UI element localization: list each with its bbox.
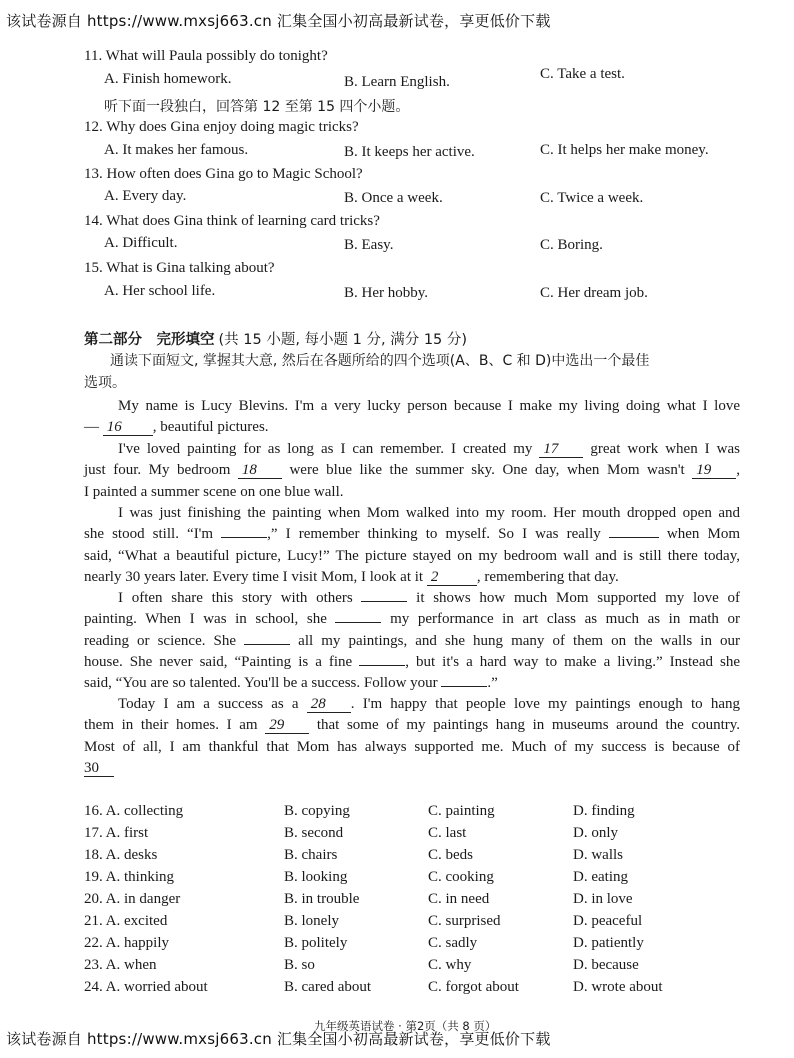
question-13-option-c: C. Twice a week.: [540, 190, 644, 206]
paragraph-line: [84, 439, 740, 460]
question-12-option-b: B. It keeps her active.: [344, 144, 475, 160]
blank-16: 16: [103, 419, 153, 436]
blank-28: 28: [307, 696, 351, 713]
paragraph-line: [84, 588, 740, 609]
bottom-watermark: 该试卷源自 https://www.mxsj663.cn 汇集全国小初高最新试卷，享更低价下载: [6, 1030, 551, 1048]
cloze-paragraph-2: [84, 439, 740, 503]
blank-20: [221, 537, 267, 538]
paragraph-line: [84, 673, 740, 694]
option-q16-c: C. painting: [428, 803, 495, 819]
paragraph-line: My name is Lucy Blevins. I'm a very lucky person because I make my living doing what I love: [118, 398, 740, 414]
blank-25: [244, 644, 290, 645]
option-q21-d: D. peaceful: [573, 913, 643, 929]
option-q16-a: 16. A. collecting: [84, 803, 184, 819]
listening-instruction: 听下面一段独白，回答第 12 至第 15 四个小题。: [104, 99, 410, 115]
text: , but it's a hard way to make a living.” Instead she: [405, 653, 741, 670]
paragraph-line: [84, 417, 740, 438]
text: painting. When I was in school, she: [84, 611, 327, 628]
blank-26: [359, 665, 405, 666]
paragraph-line: [84, 609, 740, 630]
question-11-option-a: A. Finish homework.: [104, 71, 232, 87]
text: just four. My bedroom: [84, 462, 231, 479]
text: all my paintings, and she hung many of them on the walls in our: [298, 632, 740, 649]
top-watermark: 该试卷源自 https://www.mxsj663.cn 汇集全国小初高最新试卷，享更低价下载: [6, 12, 551, 30]
option-q23-c: C. why: [428, 957, 472, 973]
paragraph-line: I painted a summer scene on one blue wall.: [84, 483, 344, 500]
text: I've loved painting for as long as I can remember. I created my: [118, 441, 533, 457]
text: I often share this story with others: [118, 590, 353, 606]
option-q22-b: B. politely: [284, 935, 348, 951]
paragraph-line: [84, 631, 740, 652]
blank-27: [441, 686, 487, 687]
text: nearly 30 years later. Every time I visit Mom, I look at it: [84, 568, 424, 585]
text: house. She never said, “Painting is a fine: [84, 653, 353, 670]
blank-24: [335, 622, 381, 623]
option-q23-b: B. so: [284, 957, 315, 973]
cloze-paragraph-4: [84, 588, 740, 694]
option-q17-d: D. only: [573, 825, 618, 841]
text: my performance in art class as much as in math or: [390, 611, 740, 628]
text: Today I am a success as a: [118, 696, 299, 712]
option-q20-c: C. in need: [428, 891, 490, 907]
option-q21-b: B. lonely: [284, 913, 339, 929]
option-q21-c: C. surprised: [428, 913, 501, 929]
option-q20-b: B. in trouble: [284, 891, 360, 907]
option-q18-d: D. walls: [573, 847, 623, 863]
option-q22-d: D. patiently: [573, 935, 644, 951]
cloze-section-title: 第二部分 完形填空: [84, 332, 215, 348]
text: it shows how much Mom supported my love of: [416, 590, 741, 606]
paragraph-line: I was just finishing the painting when Mom walked into my room. Her mouth dropped open and: [118, 505, 740, 521]
question-15-option-c: C. Her dream job.: [540, 285, 648, 301]
option-q22-a: 22. A. happily: [84, 935, 169, 951]
option-q19-d: D. eating: [573, 869, 628, 885]
question-13-stem: 13. How often does Gina go to Magic School?: [84, 166, 363, 182]
cloze-section-note: (共 15 小题, 每小题 1 分, 满分 15 分): [218, 332, 468, 348]
text: she stood still. “I'm: [84, 526, 214, 543]
blank-19: 19: [692, 462, 736, 479]
text: , beautiful pictures.: [152, 419, 269, 436]
option-q22-c: C. sadly: [428, 935, 478, 951]
option-q17-a: 17. A. first: [84, 825, 149, 841]
option-q20-a: 20. A. in danger: [84, 891, 181, 907]
question-13-option-b: B. Once a week.: [344, 190, 443, 206]
paragraph-line: [84, 694, 740, 715]
question-14-option-b: B. Easy.: [344, 237, 394, 253]
text: them in their homes. I am: [84, 717, 258, 734]
paragraph-line: [84, 715, 740, 736]
text: that some of my paintings hang in museums around the country.: [316, 717, 741, 734]
question-11-stem: 11. What will Paula possibly do tonight?: [84, 48, 328, 64]
question-15-stem: 15. What is Gina talking about?: [84, 260, 275, 276]
blank-21: [609, 537, 659, 538]
text: ,” I remember thinking to myself. So I was really: [267, 526, 601, 543]
option-q24-c: C. forgot about: [428, 979, 519, 995]
dash: —: [84, 419, 99, 436]
paragraph-line: said, “What a beautiful picture, Lucy!” The picture stayed on my bedroom wall and is still there today,: [84, 547, 740, 564]
option-q17-c: C. last: [428, 825, 467, 841]
option-q20-d: D. in love: [573, 891, 633, 907]
paragraph-line: Most of all, I am thankful that Mom has always supported me. Much of my success is because of: [84, 738, 740, 755]
option-q21-a: 21. A. excited: [84, 913, 168, 929]
option-q24-b: B. cared about: [284, 979, 372, 995]
text: .”: [487, 675, 498, 692]
question-11-option-c: C. Take a test.: [540, 66, 625, 82]
cloze-paragraph-1: [84, 396, 740, 439]
cloze-section-header: [84, 328, 467, 349]
blank-23: [361, 601, 407, 602]
question-11-option-b: B. Learn English.: [344, 74, 450, 90]
paragraph-line: [84, 567, 740, 588]
question-13-option-a: A. Every day.: [104, 188, 187, 204]
option-q19-a: 19. A. thinking: [84, 869, 175, 885]
paragraph-line: [84, 758, 740, 779]
option-q18-a: 18. A. desks: [84, 847, 158, 863]
option-q24-a: 24. A. worried about: [84, 979, 208, 995]
option-q16-b: B. copying: [284, 803, 350, 819]
cloze-instruction-line2: 选项。: [84, 375, 126, 391]
text: . I'm happy that people love my paintings enough to hang: [350, 696, 741, 712]
option-q19-c: C. cooking: [428, 869, 494, 885]
blank-22: 2: [427, 569, 477, 586]
paragraph-line: just four. My bedroom 18 were blue like the summer sky. One day, when Mom wasn't 19 ,: [84, 462, 741, 479]
question-12-option-a: A. It makes her famous.: [104, 142, 249, 158]
option-q16-d: D. finding: [573, 803, 635, 819]
question-14-option-a: A. Difficult.: [104, 235, 178, 251]
cloze-paragraph-5: [84, 694, 740, 779]
text: great work when I was: [590, 441, 741, 457]
question-14-option-c: C. Boring.: [540, 237, 603, 253]
blank-18: 18: [238, 462, 282, 479]
question-15-option-a: A. Her school life.: [104, 283, 216, 299]
cloze-paragraph-3: [84, 503, 740, 588]
paragraph-line: [84, 652, 740, 673]
option-q23-d: D. because: [573, 957, 639, 973]
option-q19-b: B. looking: [284, 869, 348, 885]
text: , remembering that day.: [476, 568, 619, 585]
page-footer: 九年级英语试卷 · 第2页（共 8 页）: [314, 1019, 497, 1033]
text: said, “You are so talented. You'll be a success. Follow your: [84, 675, 438, 692]
question-15-option-b: B. Her hobby.: [344, 285, 429, 301]
cloze-instruction-line1: 通读下面短文, 掌握其大意, 然后在各题所给的四个选项(A、B、C 和 D)中选出一个最佳: [110, 353, 650, 369]
text: were blue like the summer sky. One day, when Mom wasn't: [289, 462, 685, 479]
option-q18-c: C. beds: [428, 847, 473, 863]
blank-29: 29: [265, 717, 309, 734]
question-12-stem: 12. Why does Gina enjoy doing magic tricks?: [84, 119, 359, 135]
blank-30: 30: [84, 760, 114, 777]
blank-17: 17: [539, 441, 583, 458]
option-q24-d: D. wrote about: [573, 979, 663, 995]
option-q18-b: B. chairs: [284, 847, 338, 863]
question-12-option-c: C. It helps her make money.: [540, 142, 709, 158]
text: reading or science. She: [84, 632, 237, 649]
paragraph-line: [84, 524, 740, 545]
option-q23-a: 23. A. when: [84, 957, 157, 973]
text: when Mom: [666, 526, 741, 543]
option-q17-b: B. second: [284, 825, 344, 841]
question-14-stem: 14. What does Gina think of learning card tricks?: [84, 213, 380, 229]
